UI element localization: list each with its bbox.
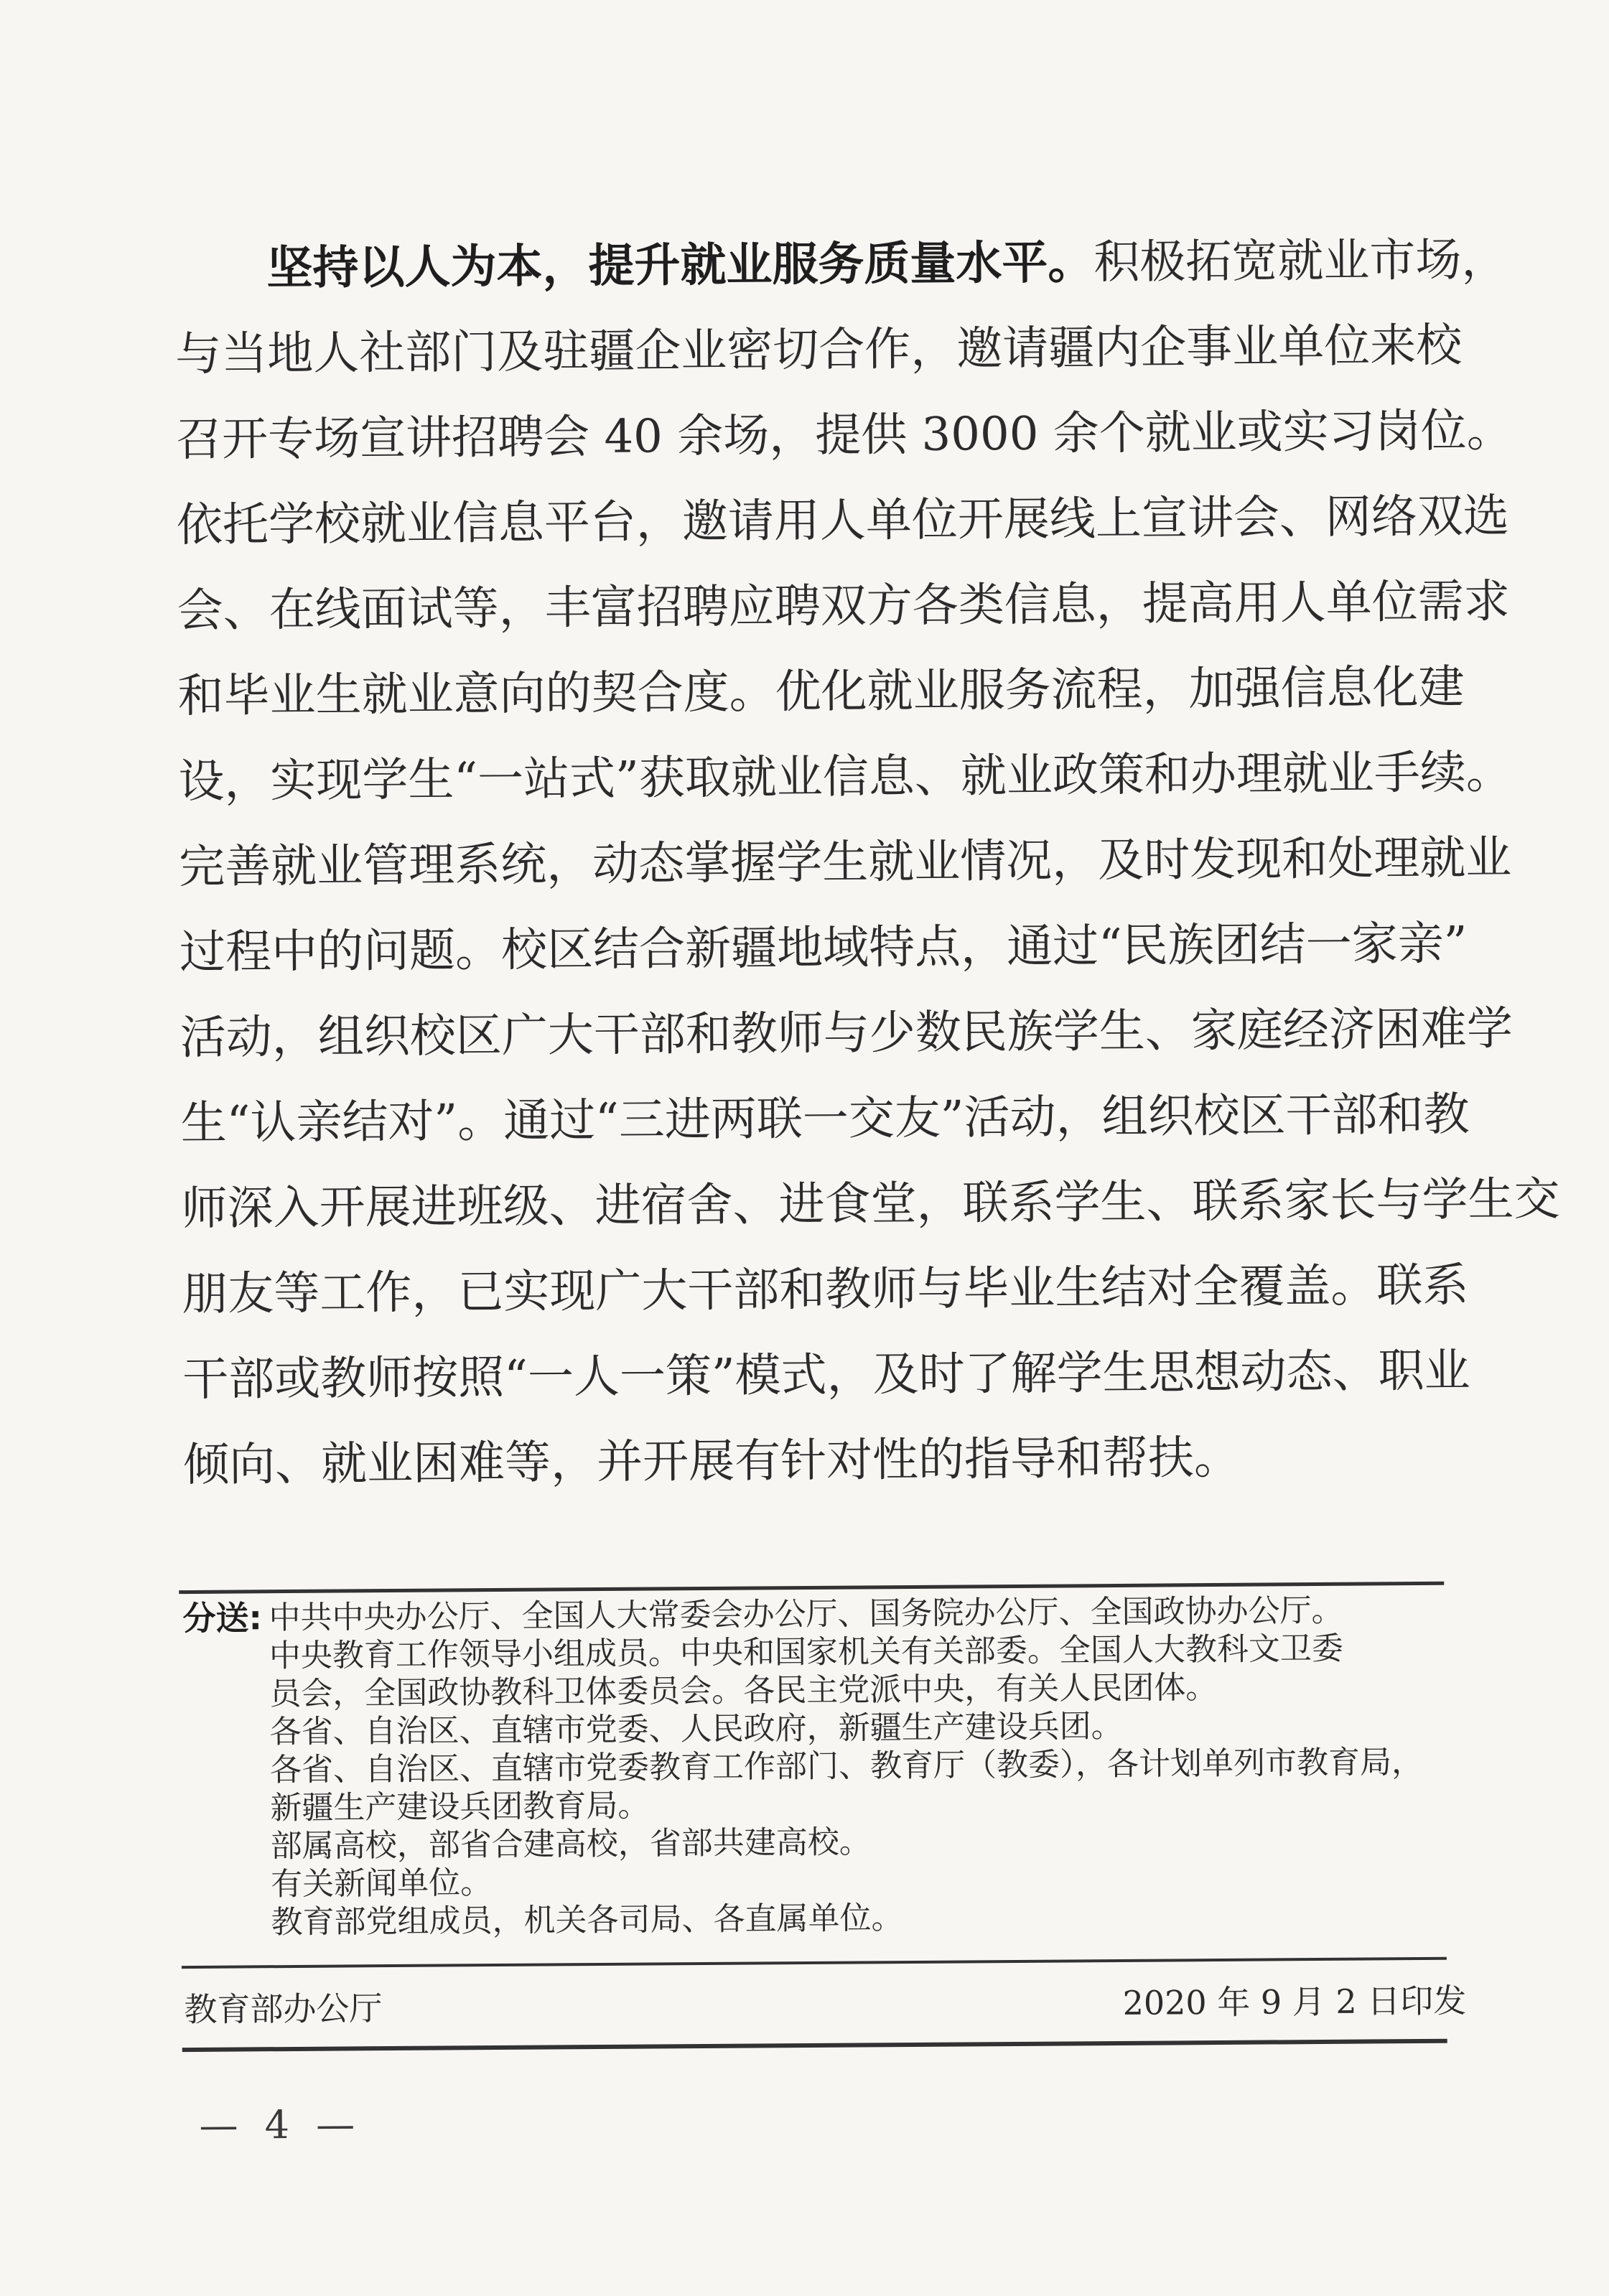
body-lines — [175, 304, 1560, 1508]
body-line-first — [174, 218, 1508, 312]
distribution-line: 中央教育工作领导小组成员。中央和国家机关有关部委。全国人大教科文卫委 — [269, 1630, 1344, 1675]
footer-print-date: 2020 年 9 月 2 日印发 — [1122, 1981, 1467, 2022]
distribution-line: 各省、自治区、直辖市党委、人民政府，新疆生产建设兵团。 — [269, 1707, 1123, 1751]
distribution-line: 各省、自治区、直辖市党委教育工作部门、教育厅（教委），各计划单列市教育局， — [269, 1744, 1424, 1789]
body-line: 和毕业生就业意向的契合度。优化就业服务流程，加强信息化建 — [177, 661, 1465, 724]
separator-line-bottom — [182, 2039, 1447, 2052]
body-line: 生“认亲结对”。通过“三进两联一交友”活动，组织校区干部和教 — [180, 1088, 1470, 1151]
footer-row — [184, 1977, 1466, 2033]
body-paragraph — [174, 218, 1560, 1508]
distribution-line: 有关新闻单位。 — [270, 1865, 493, 1903]
distribution-line: 部属高校，部省合建高校，省部共建高校。 — [270, 1824, 871, 1865]
body-line: 设，实现学生“一站式”获取就业信息、就业政策和办理就业手续。 — [178, 746, 1513, 809]
distribution-line: 员会，全国政协教科卫体委员会。各民主党派中央，有关人民团体。 — [269, 1669, 1218, 1713]
body-line: 倾向、就业困难等，并开展有针对性的指导和帮扶。 — [182, 1431, 1241, 1493]
body-line: 师深入开展进班级、进宿舍、进食堂，联系学生、联系家长与学生交 — [181, 1172, 1560, 1236]
body-line: 会、在线面试等，丰富招聘应聘双方各类信息，提高用人单位需求 — [177, 575, 1510, 638]
body-line: 召开专场宣讲招聘会 40 余场，提供 3000 余个就业或实习岗位。 — [175, 404, 1513, 467]
body-line: 朋友等工作，已实现广大干部和教师与毕业生结对全覆盖。联系 — [182, 1259, 1469, 1322]
body-line: 完善就业管理系统，动态掌握学生就业情况，及时发现和处理就业 — [178, 831, 1512, 895]
distribution-line: 新疆生产建设兵团教育局。 — [270, 1787, 650, 1827]
body-line: 活动，组织校区广大干部和教师与少数民族学生、家庭经济困难学 — [179, 1002, 1514, 1065]
body-line: 干部或教师按照“一人一策”模式，及时了解学生思想动态、职业 — [182, 1344, 1470, 1407]
distribution-line: 中共中央办公厅、全国人大常委会办公厅、国务院办公厅、全国政协办公厅。 — [269, 1592, 1343, 1637]
body-lead-bold: 坚持以人为本，提升就业服务质量水平。 — [266, 236, 1094, 296]
body-line: 依托学校就业信息平台，邀请用人单位开展线上宣讲会、网络双选 — [176, 490, 1510, 553]
distribution-section — [182, 1591, 1470, 1942]
body-line1-rest: 积极拓宽就业市场， — [1093, 233, 1508, 290]
body-line: 过程中的问题。校区结合新疆地域特点，通过“民族团结一家亲” — [179, 917, 1468, 980]
body-line: 与当地人社部门及驻疆企业密切合作，邀请疆内企事业单位来校 — [175, 319, 1463, 382]
distribution-lines — [269, 1591, 1470, 1942]
distribution-line: 教育部党组成员，机关各司局、各直属单位。 — [271, 1900, 903, 1941]
page-number: — 4 — — [199, 2101, 363, 2148]
distribution-label: 分送: — [182, 1598, 263, 1638]
separator-line-middle — [182, 1957, 1447, 1969]
footer-issuer: 教育部办公厅 — [184, 1989, 383, 2030]
